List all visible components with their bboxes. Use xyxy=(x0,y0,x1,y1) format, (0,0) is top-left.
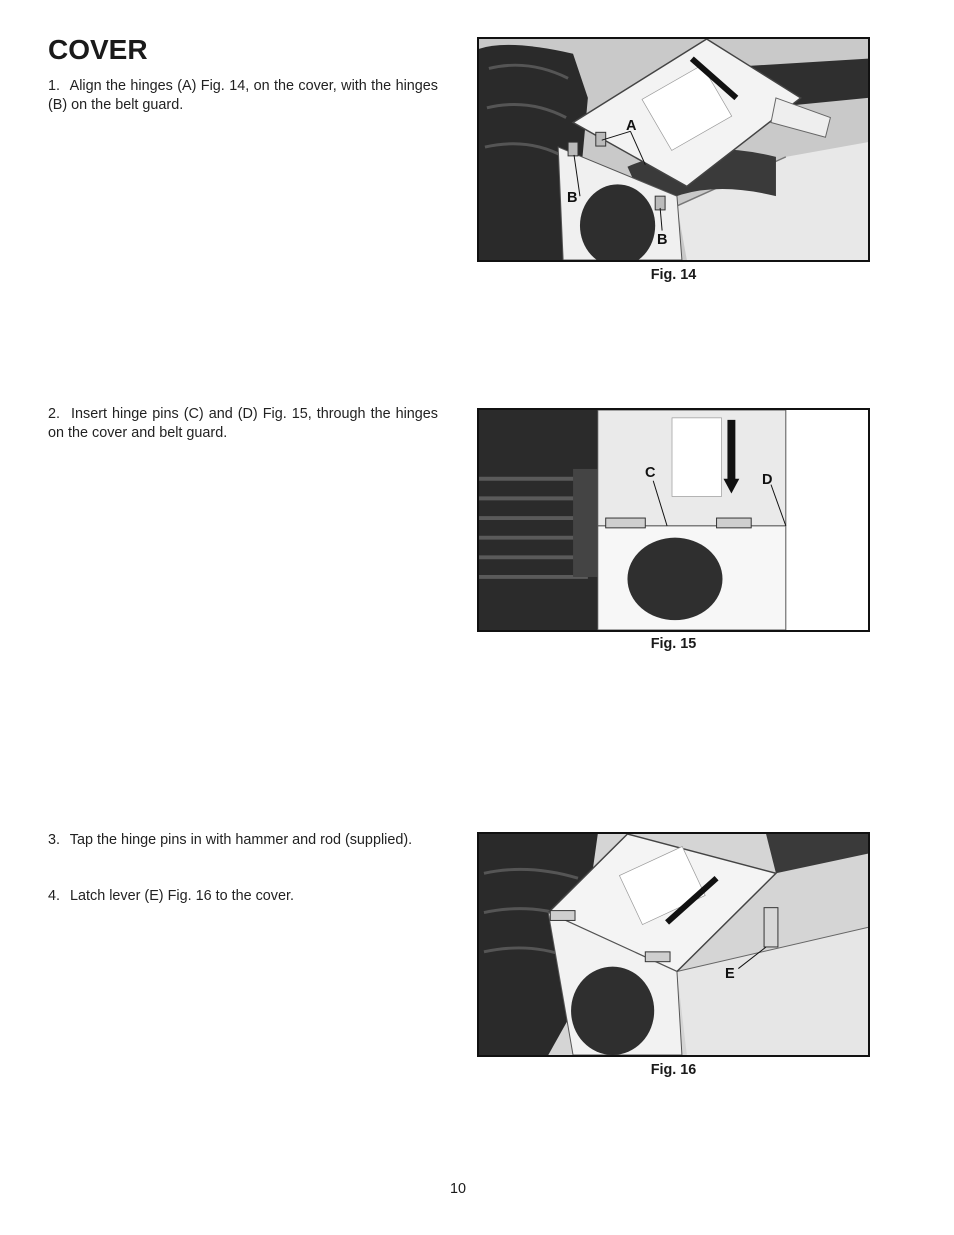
callout-b-left: B xyxy=(567,190,578,206)
figure-16-caption: Fig. 16 xyxy=(650,1062,697,1078)
belt-guard-cover-closed-image xyxy=(479,410,868,630)
step-4 xyxy=(48,887,438,906)
step-text: Latch lever (E) Fig. 16 to the cover. xyxy=(70,888,294,904)
step-1 xyxy=(48,77,438,115)
figure-16-photo xyxy=(477,832,870,1057)
step-2 xyxy=(48,405,438,443)
callout-a: A xyxy=(626,118,637,134)
belt-guard-cover-latched-image xyxy=(479,834,868,1055)
figure-14-caption: Fig. 14 xyxy=(650,267,697,283)
belt-guard-cover-open-image xyxy=(479,39,868,260)
step-text: Insert hinge pins (C) and (D) Fig. 15, through the hinges on the cover and belt guard. xyxy=(48,406,439,441)
step-number: 2. xyxy=(48,406,61,422)
figure-15-caption: Fig. 15 xyxy=(650,636,697,652)
callout-c: C xyxy=(645,465,656,481)
figure-15-photo xyxy=(477,408,870,632)
step-text: Align the hinges (A) Fig. 14, on the cover, with the hinges (B) on the belt guard. xyxy=(48,78,438,113)
step-number: 3. xyxy=(48,832,61,848)
page-number: 10 xyxy=(449,1181,466,1197)
step-number: 1. xyxy=(48,78,61,94)
figure-14-photo xyxy=(477,37,870,262)
step-number: 4. xyxy=(48,888,61,904)
callout-d: D xyxy=(762,472,773,488)
callout-b-right: B xyxy=(657,232,668,248)
step-3 xyxy=(48,831,438,850)
callout-e: E xyxy=(725,966,735,982)
step-text: Tap the hinge pins in with hammer and rod (supplied). xyxy=(69,832,413,848)
page-title: COVER xyxy=(48,34,148,65)
